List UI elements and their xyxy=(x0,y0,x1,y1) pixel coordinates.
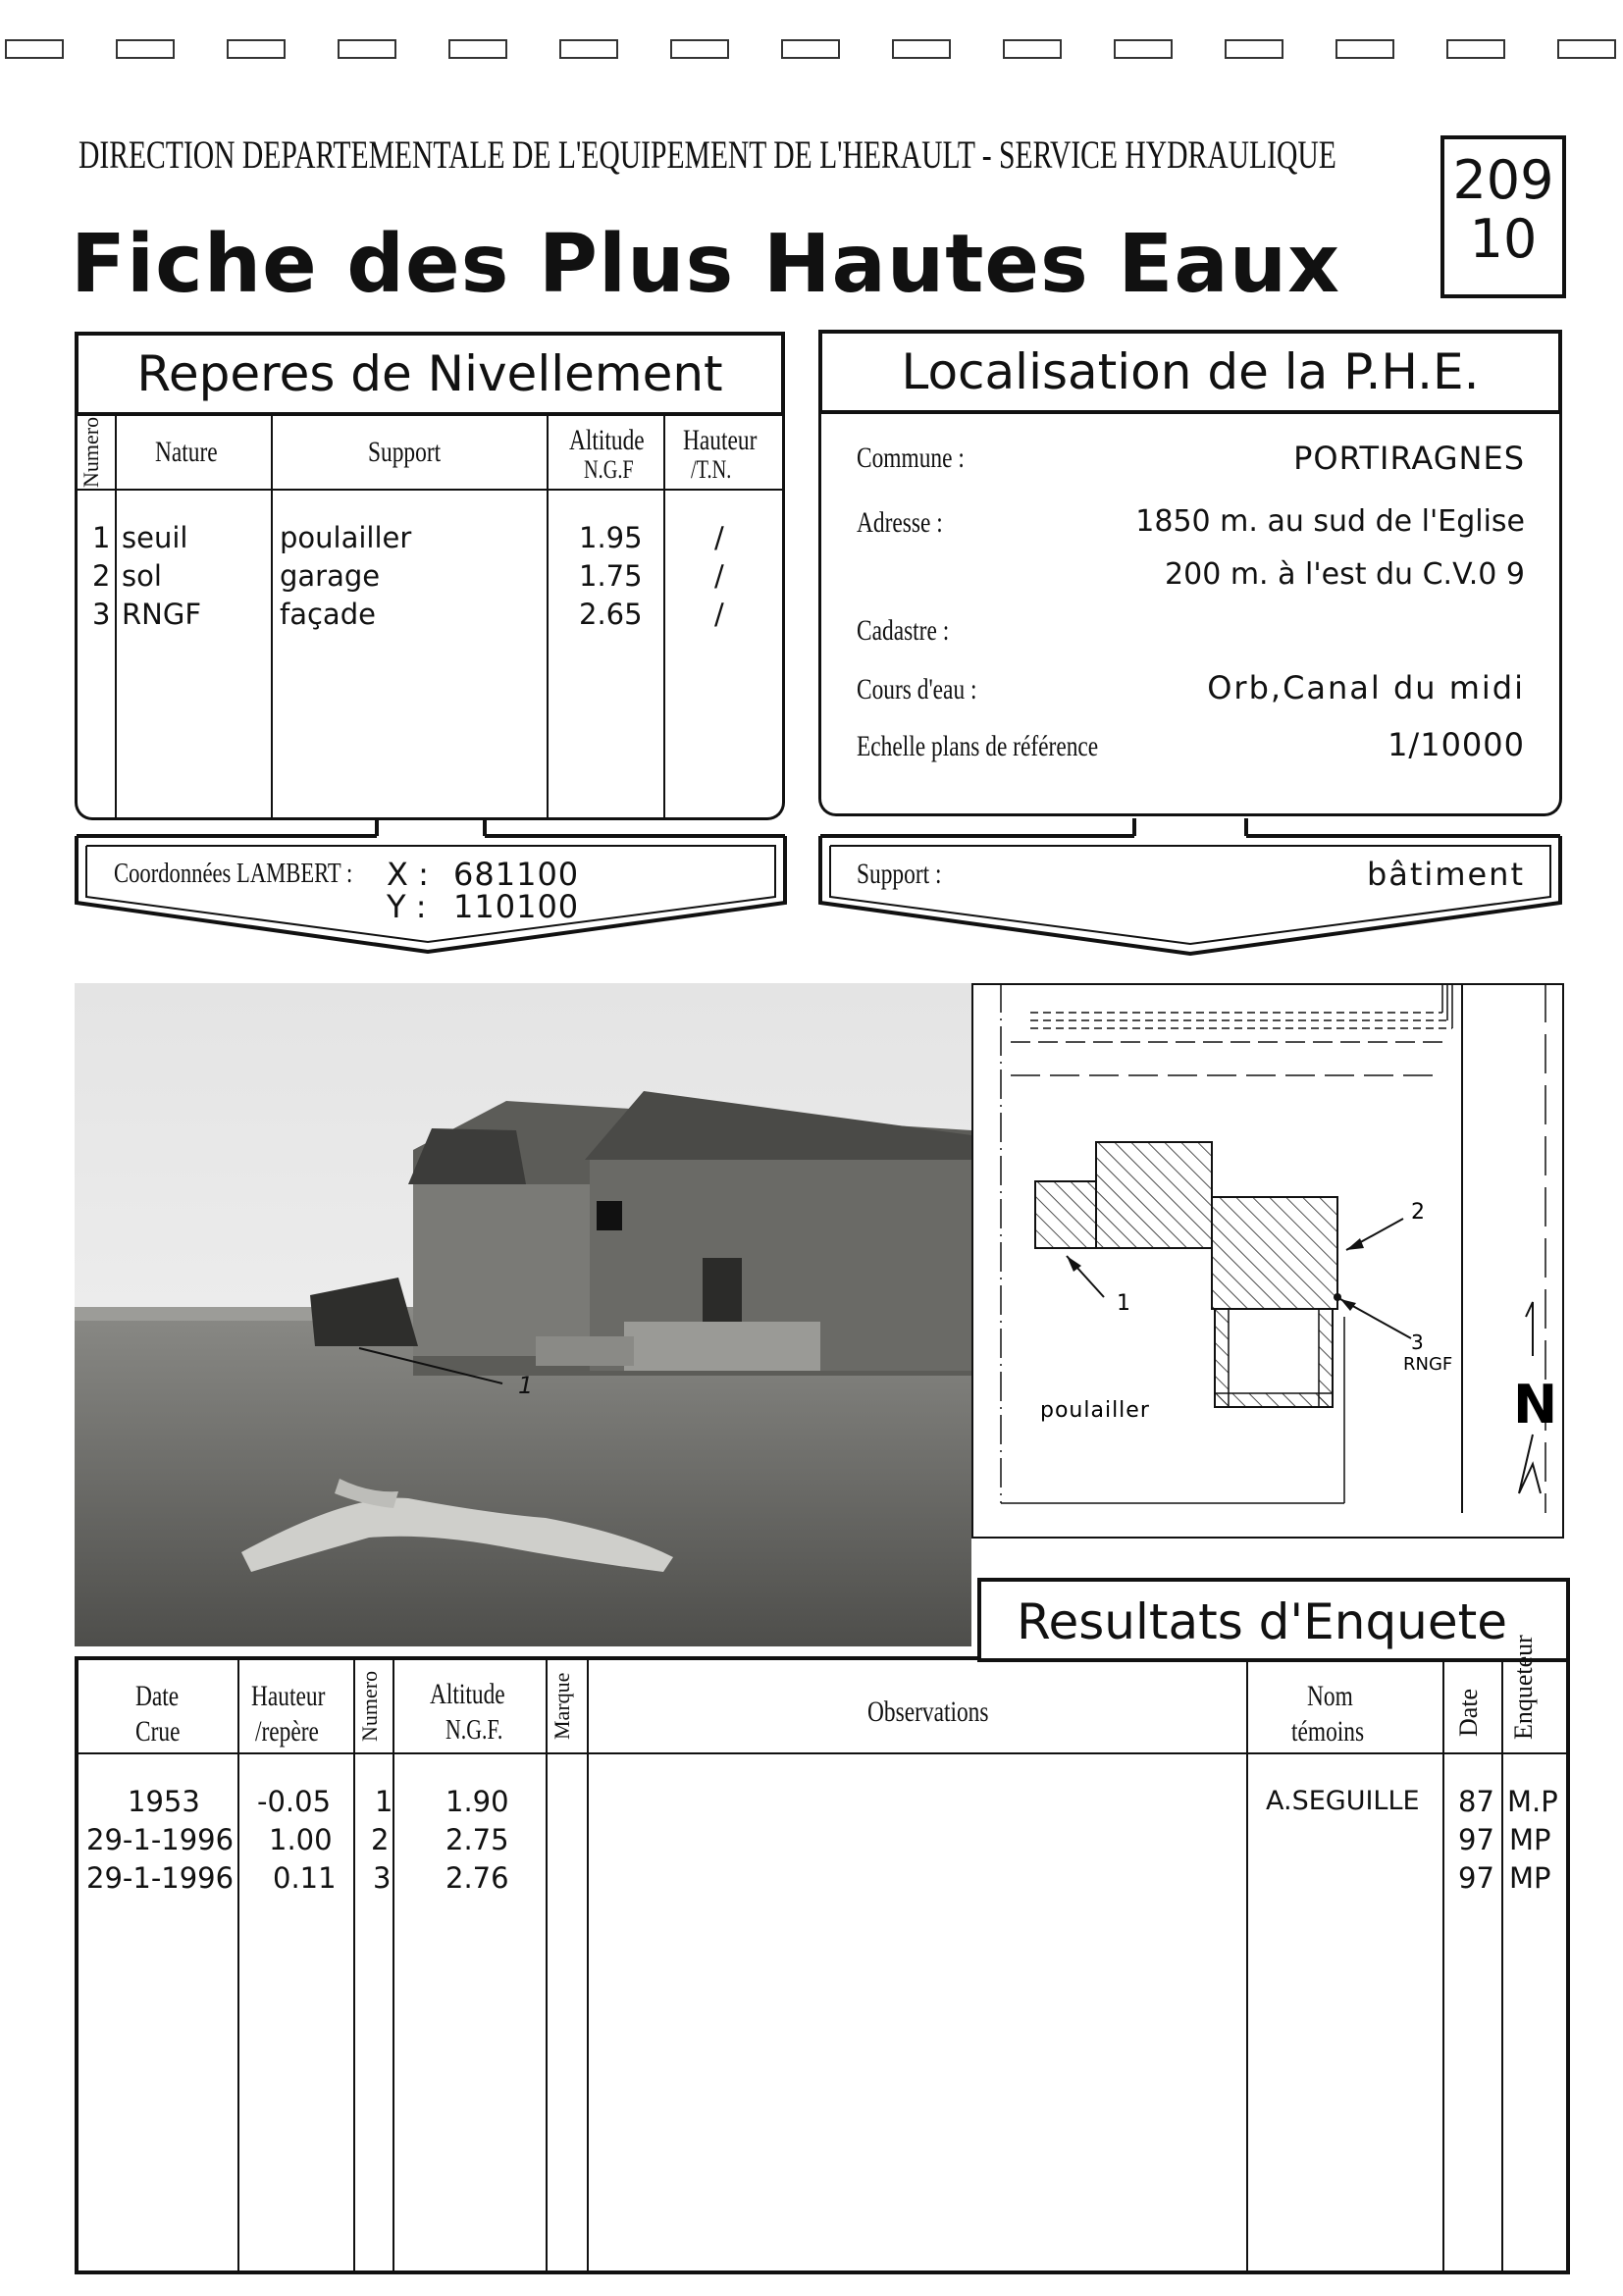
result-date: 29-1-1996 xyxy=(86,1823,235,1856)
plan-label-2: 2 xyxy=(1411,1200,1425,1225)
coordinate-x-value: 681100 xyxy=(453,856,580,893)
reperes-col-altitude-unit: N.G.F xyxy=(584,455,634,484)
reperes-col-support: Support xyxy=(368,436,442,468)
repere-hauteur: / xyxy=(714,521,724,554)
commune-label: Commune : xyxy=(857,442,965,474)
result-enqueteur: MP xyxy=(1509,1823,1551,1856)
repere-support: façade xyxy=(280,598,376,631)
repere-nature: seuil xyxy=(122,521,188,554)
repere-hauteur: / xyxy=(714,559,724,593)
col-numero: Numero xyxy=(357,1670,382,1743)
result-enqueteur: M.P xyxy=(1507,1785,1558,1818)
col-altitude-2: N.G.F. xyxy=(445,1715,503,1746)
adresse-line-2: 200 m. à l'est du C.V.0 9 xyxy=(1165,557,1525,592)
reperes-title: Reperes de Nivellement xyxy=(136,345,723,402)
reperes-col-numero: Numero xyxy=(79,416,103,489)
col-temoins: témoins xyxy=(1291,1715,1365,1748)
coordinate-y-value: 110100 xyxy=(453,888,580,925)
site-photograph xyxy=(75,983,971,1646)
col-hauteur: Hauteur xyxy=(251,1680,326,1712)
col-marque: Marque xyxy=(550,1672,574,1741)
support-label: Support : xyxy=(857,858,942,890)
repere-num: 3 xyxy=(92,598,111,631)
result-enqueteur: MP xyxy=(1509,1861,1551,1895)
col-altitude: Altitude xyxy=(430,1678,505,1710)
repere-nature: RNGF xyxy=(122,598,201,631)
resultats-title: Resultats d'Enquete xyxy=(1017,1593,1507,1650)
coordinates-arrow-box xyxy=(73,816,789,964)
localisation-title: Localisation de la P.H.E. xyxy=(901,343,1480,400)
result-altitude: 2.76 xyxy=(445,1861,509,1895)
col-date-enquete: Date xyxy=(1454,1688,1483,1737)
result-hauteur: 0.11 xyxy=(273,1861,337,1895)
reference-number: 209 xyxy=(1452,149,1554,211)
cours-eau-label: Cours d'eau : xyxy=(857,673,977,705)
result-num: 2 xyxy=(371,1823,390,1856)
repere-nature: sol xyxy=(122,559,162,593)
col-nom: Nom xyxy=(1307,1680,1353,1712)
result-altitude: 2.75 xyxy=(445,1823,509,1856)
echelle-label: Echelle plans de référence xyxy=(857,730,1099,762)
resultats-title-box xyxy=(977,1578,1570,1662)
reperes-col-hauteur-unit: /T.N. xyxy=(691,455,732,484)
result-date: 1953 xyxy=(128,1785,200,1818)
reperes-col-nature: Nature xyxy=(155,436,218,468)
plan-label-3: 3 xyxy=(1411,1331,1424,1354)
plan-label-rngf: RNGF xyxy=(1403,1354,1453,1375)
col-hauteur-2: /repère xyxy=(255,1715,319,1748)
result-num: 1 xyxy=(375,1785,393,1818)
result-date: 29-1-1996 xyxy=(86,1861,235,1895)
col-enqueteur: Enqueteur xyxy=(1509,1635,1538,1741)
page-title: Fiche des Plus Hautes Eaux xyxy=(71,218,1340,311)
col-date-crue-2: Crue xyxy=(135,1715,181,1748)
cadastre-label: Cadastre : xyxy=(857,614,950,647)
reference-sub: 10 xyxy=(1469,208,1538,270)
reperes-col-hauteur: Hauteur xyxy=(683,424,758,456)
result-date-enquete: 97 xyxy=(1458,1861,1494,1895)
north-arrow-icon: N xyxy=(1513,1374,1558,1435)
coordinate-y-label: Y : xyxy=(387,888,427,925)
repere-num: 2 xyxy=(92,559,111,593)
localisation-title-box xyxy=(818,330,1562,414)
result-hauteur: 1.00 xyxy=(269,1823,333,1856)
adresse-label: Adresse : xyxy=(857,506,943,539)
adresse-line-1: 1850 m. au sud de l'Eglise xyxy=(1135,504,1525,539)
repere-num: 1 xyxy=(92,521,111,554)
site-plan-drawing xyxy=(971,983,1564,1539)
echelle-value: 1/10000 xyxy=(1387,726,1525,763)
result-date-enquete: 97 xyxy=(1458,1823,1494,1856)
reference-box xyxy=(1440,135,1566,298)
resultats-table xyxy=(75,1656,1570,2274)
plan-label-poulailler: poulailler xyxy=(1040,1398,1150,1423)
reperes-col-altitude: Altitude xyxy=(569,424,645,456)
repere-altitude: 1.95 xyxy=(579,521,643,554)
result-nom: A.SEGUILLE xyxy=(1266,1786,1420,1816)
result-num: 3 xyxy=(373,1861,392,1895)
commune-value: PORTIRAGNES xyxy=(1293,440,1525,477)
plan-label-1: 1 xyxy=(1117,1291,1130,1316)
col-observations: Observations xyxy=(867,1696,989,1728)
repere-altitude: 1.75 xyxy=(579,559,643,593)
coordinate-x-label: X : xyxy=(387,856,429,893)
result-altitude: 1.90 xyxy=(445,1785,509,1818)
repere-hauteur: / xyxy=(714,598,724,631)
reperes-title-box xyxy=(75,332,785,416)
col-date-crue: Date xyxy=(135,1680,180,1712)
repere-support: poulailler xyxy=(280,521,412,554)
direction-heading: DIRECTION DEPARTEMENTALE DE L'EQUIPEMENT DE L'HERAULT - SERVICE HYDRAULIQUE xyxy=(79,132,1336,177)
result-date-enquete: 87 xyxy=(1458,1785,1494,1818)
coordinates-label: Coordonnées LAMBERT : xyxy=(114,858,353,889)
repere-altitude: 2.65 xyxy=(579,598,643,631)
result-hauteur: -0.05 xyxy=(257,1785,332,1818)
photo-marker: 1 xyxy=(518,1372,534,1399)
cours-eau-value: Orb,Canal du midi xyxy=(1207,669,1525,706)
support-value: bâtiment xyxy=(1366,856,1525,893)
repere-support: garage xyxy=(280,559,381,593)
